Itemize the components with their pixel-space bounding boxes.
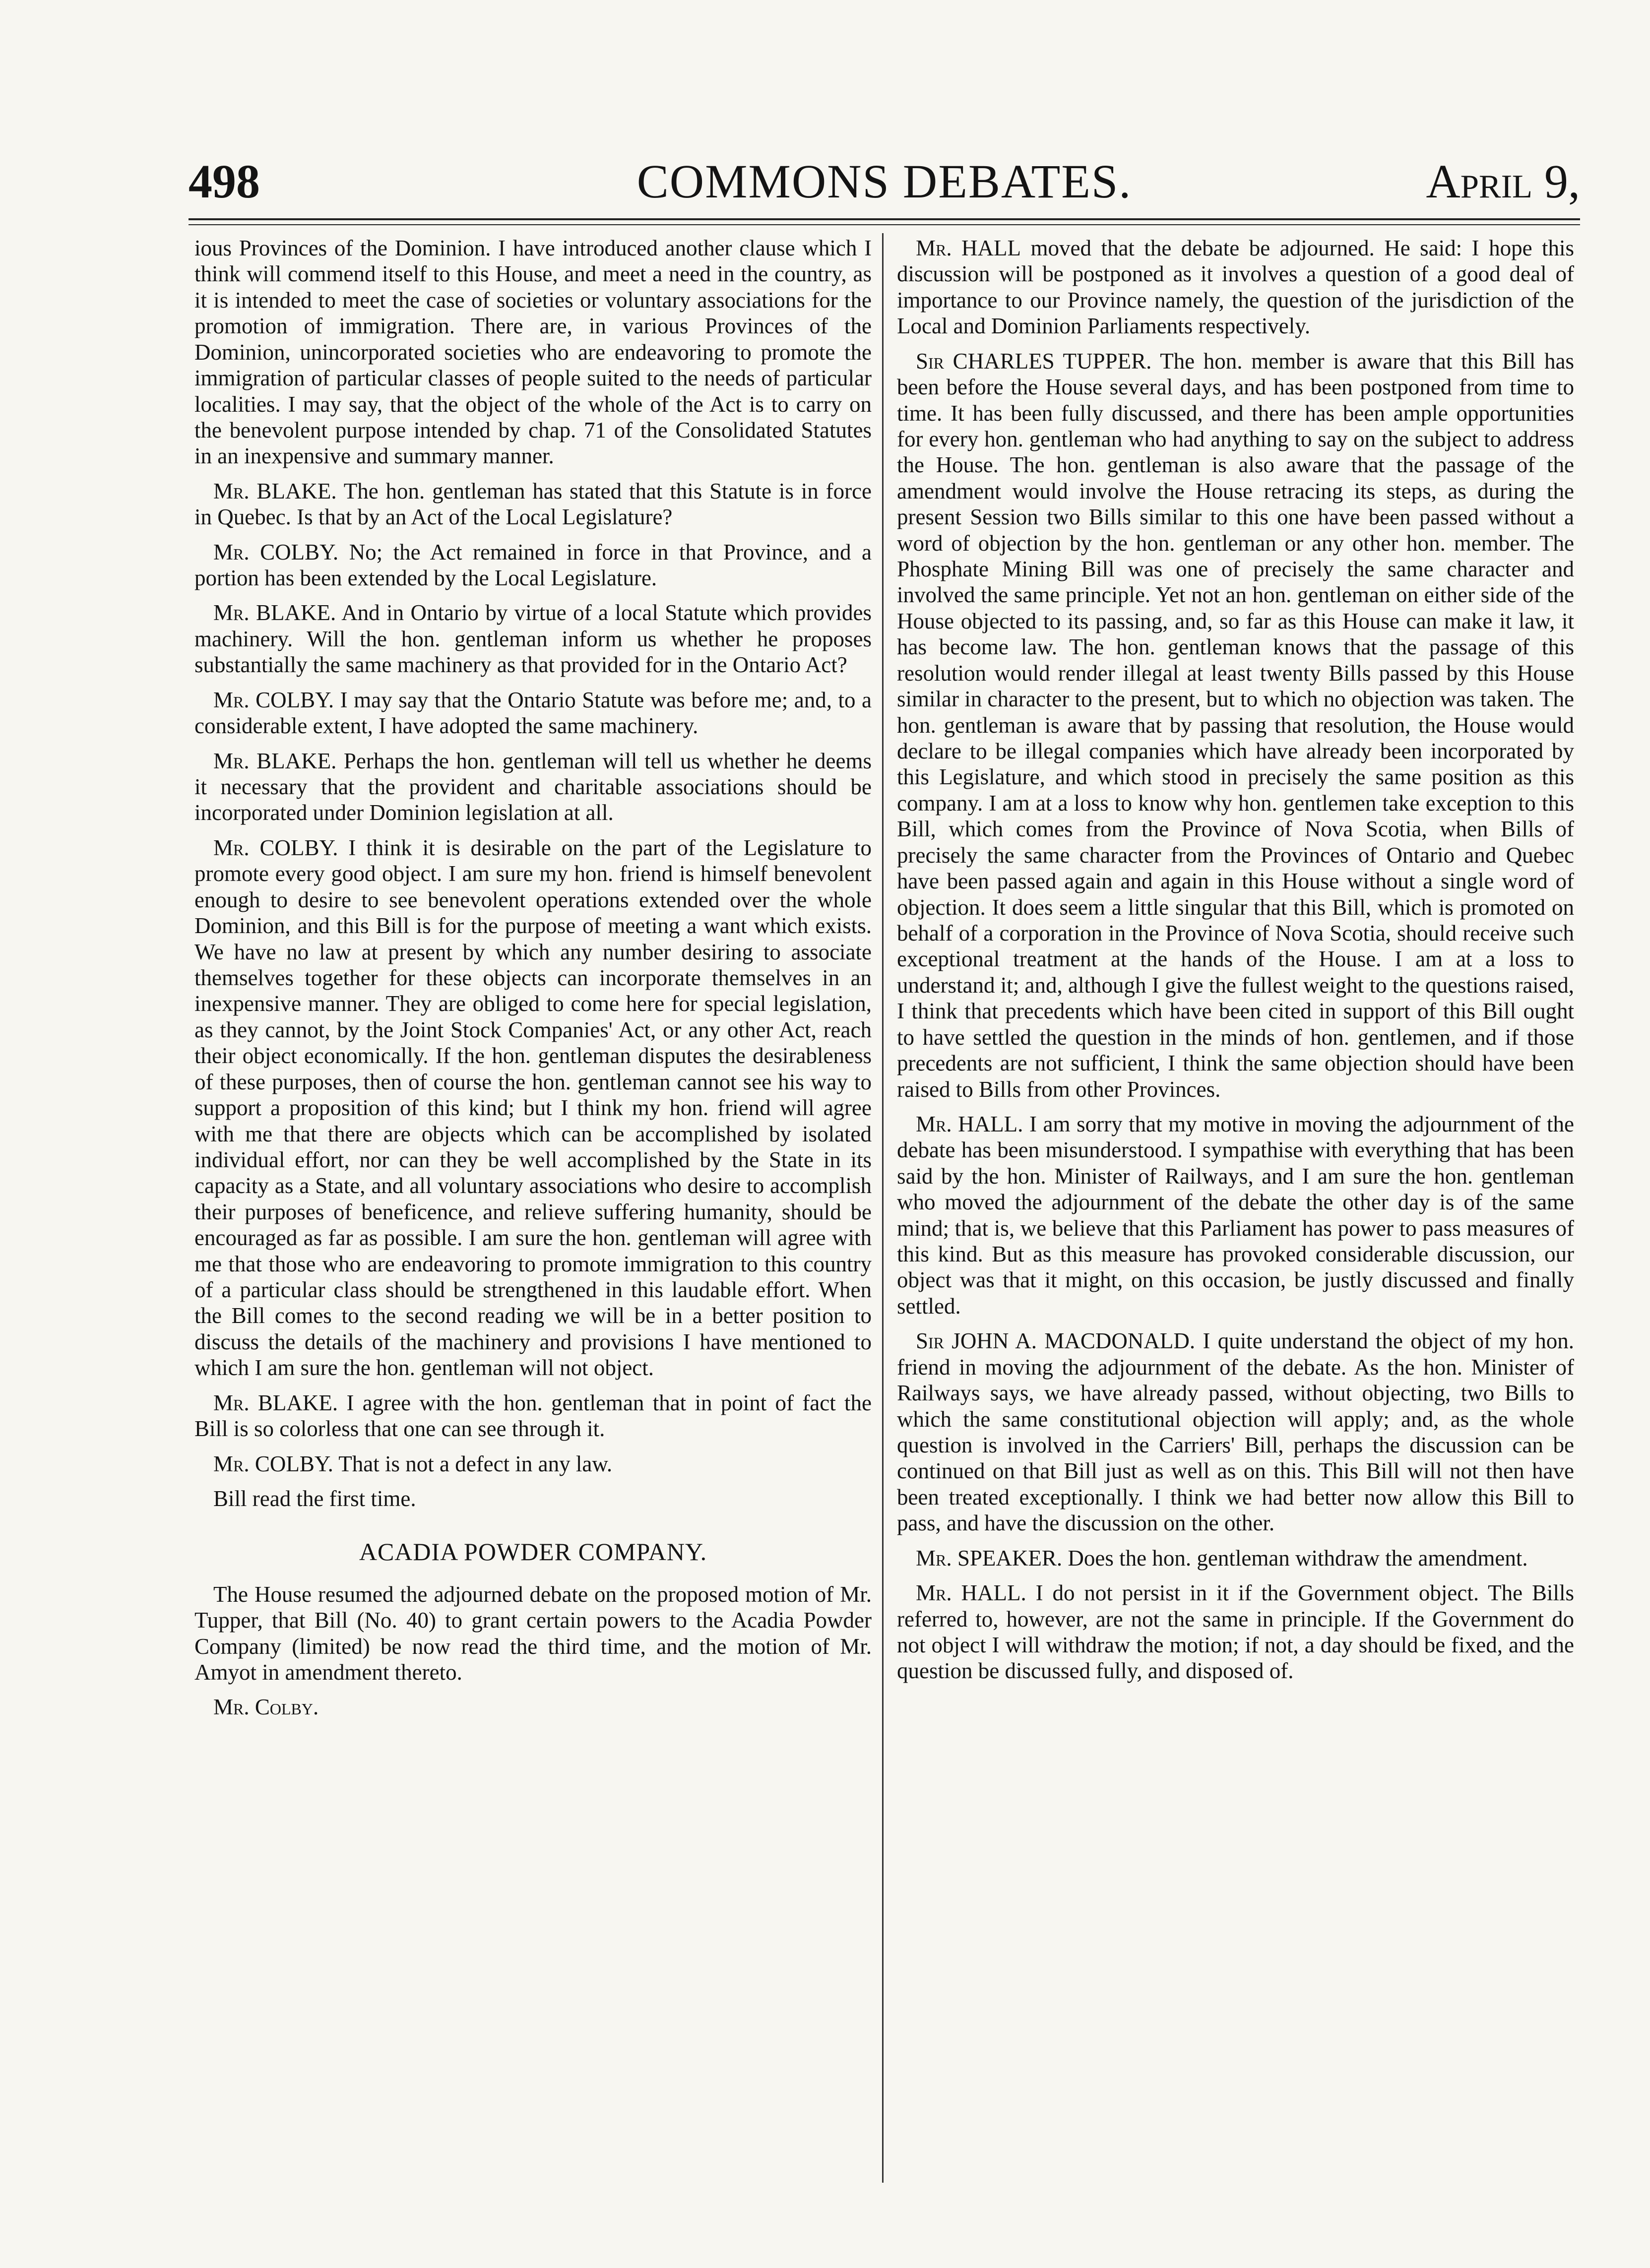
paragraph: Sir CHARLES TUPPER. The hon. member is aware that this Bill has been before the House several days, and has been postponed from time to time. It has been fully discussed, and there has been ample opportunities for every hon. gentleman who had anything to say on the subject to address the House. The hon. gentleman is also aware that the passage of the amendment would involve the House retracing its steps, as during the present Session two Bills similar to this one have been passed without a word of objection by the hon. gentleman or any other hon. member. The Phosphate Mining Bill was one of precisely the same character and involved the same principle. Yet not an hon. gentleman on either side of the House objected to its passing, and, so far as this House can make it law, it has become law. The hon. gentleman knows that the passage of this resolution would render illegal at least twenty Bills passed by this House similar in character to the present, but to which no objection was taken. The hon. gentleman is aware that by passing that resolution, the House would declare to be illegal companies which have already been incorporated by this Legislature, and which stood in precisely the same position as this company. I am at a loss to know why hon. gentlemen take exception to this Bill, which comes from the Province of Nova Scotia, when Bills of precisely the same character from the Provinces of Ontario and Quebec have been passed again and again in this House without a single word of objection. It does seem a little singular that this Bill, which is promoted on behalf of a corporation in the Province of Nova Scotia, should receive such exceptional treatment at the hands of the House. I am at a loss to understand it; and, although I give the fullest weight to the questions raised, I think that precedents which have been cited in support of this Bill ought to have settled the question in the minds of hon. gentlemen, and if those precedents are not sufficient, I think the same objection should have been raised to Bills from other Provinces. (897, 348, 1575, 1102)
running-title: COMMONS DEBATES. (636, 155, 1132, 208)
speaker-name: Mr. HALL. (916, 1111, 1023, 1136)
page-number: 498 (189, 155, 260, 208)
speaker-name: Mr. BLAKE. (213, 1390, 338, 1415)
speaker-signature: Mr. Colby. (213, 1695, 319, 1720)
paragraph: Mr. HALL. I am sorry that my motive in moving the adjournment of the debate has been misunderstood. I sympathise with everything that has been said by the hon. Minister of Railways, and I am sure the hon. gentleman who moved the adjournment of the debate the other day is of the same mind; that is, we believe that this Parliament has power to pass measures of this kind. But as this measure has provoked considerable discussion, our object was that it might, on this occasion, be justly discussed and finally settled. (897, 1111, 1575, 1319)
paragraph: Mr. BLAKE. The hon. gentleman has stated that this Statute is in force in Quebec. Is that by an Act of the Local Legislature? (194, 478, 872, 530)
speaker-name: Mr. HALL. (916, 1580, 1026, 1606)
paragraph: Bill read the first time. (213, 1486, 416, 1511)
header-rule (189, 218, 1580, 220)
page-header (189, 149, 1580, 208)
section-title: ACADIA POWDER COMPANY. (359, 1538, 707, 1566)
speaker-name: Mr. BLAKE. (213, 478, 337, 504)
column-divider (882, 233, 884, 2183)
left-column (194, 235, 872, 1729)
paragraph: Mr. COLBY. I think it is desirable on the part of the Legislature to promote every good object. I am sure my hon. friend is himself benevolent enough to desire to see benevolent operations extended over the whole Dominion, and this Bill is for the purpose of meeting a want which exists. We have no law at present by which any number desiring to associate themselves together for these objects can incorporate themselves in an inexpensive manner. They are obliged to come here for special legislation, as they cannot, by the Joint Stock Companies' Act, or any other Act, reach their object economically. If the hon. gentleman disputes the desirableness of these purposes, then of course the hon. gentleman cannot see his way to support a proposition of this kind; but I think my hon. friend will agree with me that there are objects which can be accomplished by isolated individual effort, nor can they be well accomplished by the State in its capacity as a State, and all voluntary associations who desire to accomplish their purposes of beneficence, and relieve suffering humanity, should be encouraged as far as possible. I am sure the hon. gentleman will agree with me that those who are endeavoring to promote immigration to this country of a particular class should be strengthened in this laudable effort. When the Bill comes to the second reading we will be in a better position to discuss the details of the machinery and provisions I have mentioned to which I am sure the hon. gentleman will not object. (194, 835, 872, 1381)
paragraph: Sir JOHN A. MACDONALD. I quite understand the object of my hon. friend in moving the adjournment of the debate. As the hon. Minister of Railways says, we have already passed, without objecting, two Bills to which the same constitutional objection will apply; and, as the whole question is involved in the Carriers' Bill, perhaps the discussion can be continued on that Bill just as well as on this. This Bill will not then have been treated exceptionally. I think we had better now allow this Bill to pass, and have the discussion on the other. (897, 1328, 1575, 1536)
speaker-name: Mr. SPEAKER. (916, 1545, 1063, 1571)
paragraph: Mr. COLBY. No; the Act remained in force in that Province, and a portion has been extended by the Local Legislature. (194, 539, 872, 591)
paragraph: Mr. HALL moved that the debate be adjourned. He said: I hope this discussion will be postponed as it involves a question of a good deal of importance to our Province namely, the question of the jurisdiction of the Local and Dominion Parliaments respectively. (897, 236, 1575, 339)
speaker-name: Mr. COLBY. (213, 835, 338, 860)
paragraph: Mr. BLAKE. I agree with the hon. gentleman that in point of fact the Bill is so colorless that one can see through it. (194, 1390, 872, 1442)
speaker-name: Mr. HALL (916, 236, 1021, 260)
speaker-name: Mr. COLBY. (213, 687, 334, 712)
speaker-name: Sir CHARLES TUPPER. (916, 348, 1152, 374)
speaker-name: Mr. COLBY. (213, 539, 339, 565)
right-column (897, 235, 1574, 1693)
paragraph: ious Provinces of the Dominion. I have introduced another clause which I think will commend itself to this House, and meet a need in the country, as it is intended to meet the case of societies or voluntary associations for the promotion of immigration. There are, in various Provinces of the Dominion, unincorporated societies who are endeavoring to promote the immigration of particular classes of people suited to the needs of particular localities. I may say, that the object of the whole of the Act is to carry on the benevolent purpose intended by chap. 71 of the Consolidated Statutes in an inexpensive and summary manner. (194, 236, 872, 469)
speaker-name: Mr. BLAKE. (213, 600, 336, 626)
header-rule-thin (189, 224, 1580, 225)
paragraph: Mr. SPEAKER. Does the hon. gentleman withdraw the amendment. (916, 1545, 1528, 1571)
speaker-name: Sir JOHN A. MACDONALD. (916, 1328, 1196, 1354)
speaker-name: Mr. BLAKE. (213, 748, 337, 773)
paragraph: Mr. HALL. I do not persist in it if the Government object. The Bills referred to, however, are not the same in principle. If the Government do not object I will withdraw the motion; if not, a day should be fixed, and the question be discussed fully, and disposed of. (897, 1580, 1575, 1684)
paragraph: The House resumed the adjourned debate on the proposed motion of Mr. Tupper, that Bill (No. 40) to grant certain powers to the Acadia Powder Company (limited) be now read the third time, and the motion of Mr. Amyot in amendment thereto. (194, 1581, 872, 1685)
paragraph: Mr. BLAKE. Perhaps the hon. gentleman will tell us whether he deems it necessary that the provident and charitable associations should be incorporated under Dominion legislation at all. (194, 748, 872, 825)
header-date: April 9, (1426, 155, 1580, 208)
paragraph: Mr. COLBY. I may say that the Ontario Statute was before me; and, to a considerable extent, I have adopted the same machinery. (194, 687, 872, 739)
paragraph: Mr. COLBY. That is not a defect in any law. (213, 1451, 613, 1476)
paragraph: Mr. BLAKE. And in Ontario by virtue of a local Statute which provides machinery. Will the hon. gentleman inform us whether he proposes substantially the same machinery as that provided for in the Ontario Act? (194, 600, 872, 678)
speaker-name: Mr. COLBY. (213, 1451, 333, 1476)
